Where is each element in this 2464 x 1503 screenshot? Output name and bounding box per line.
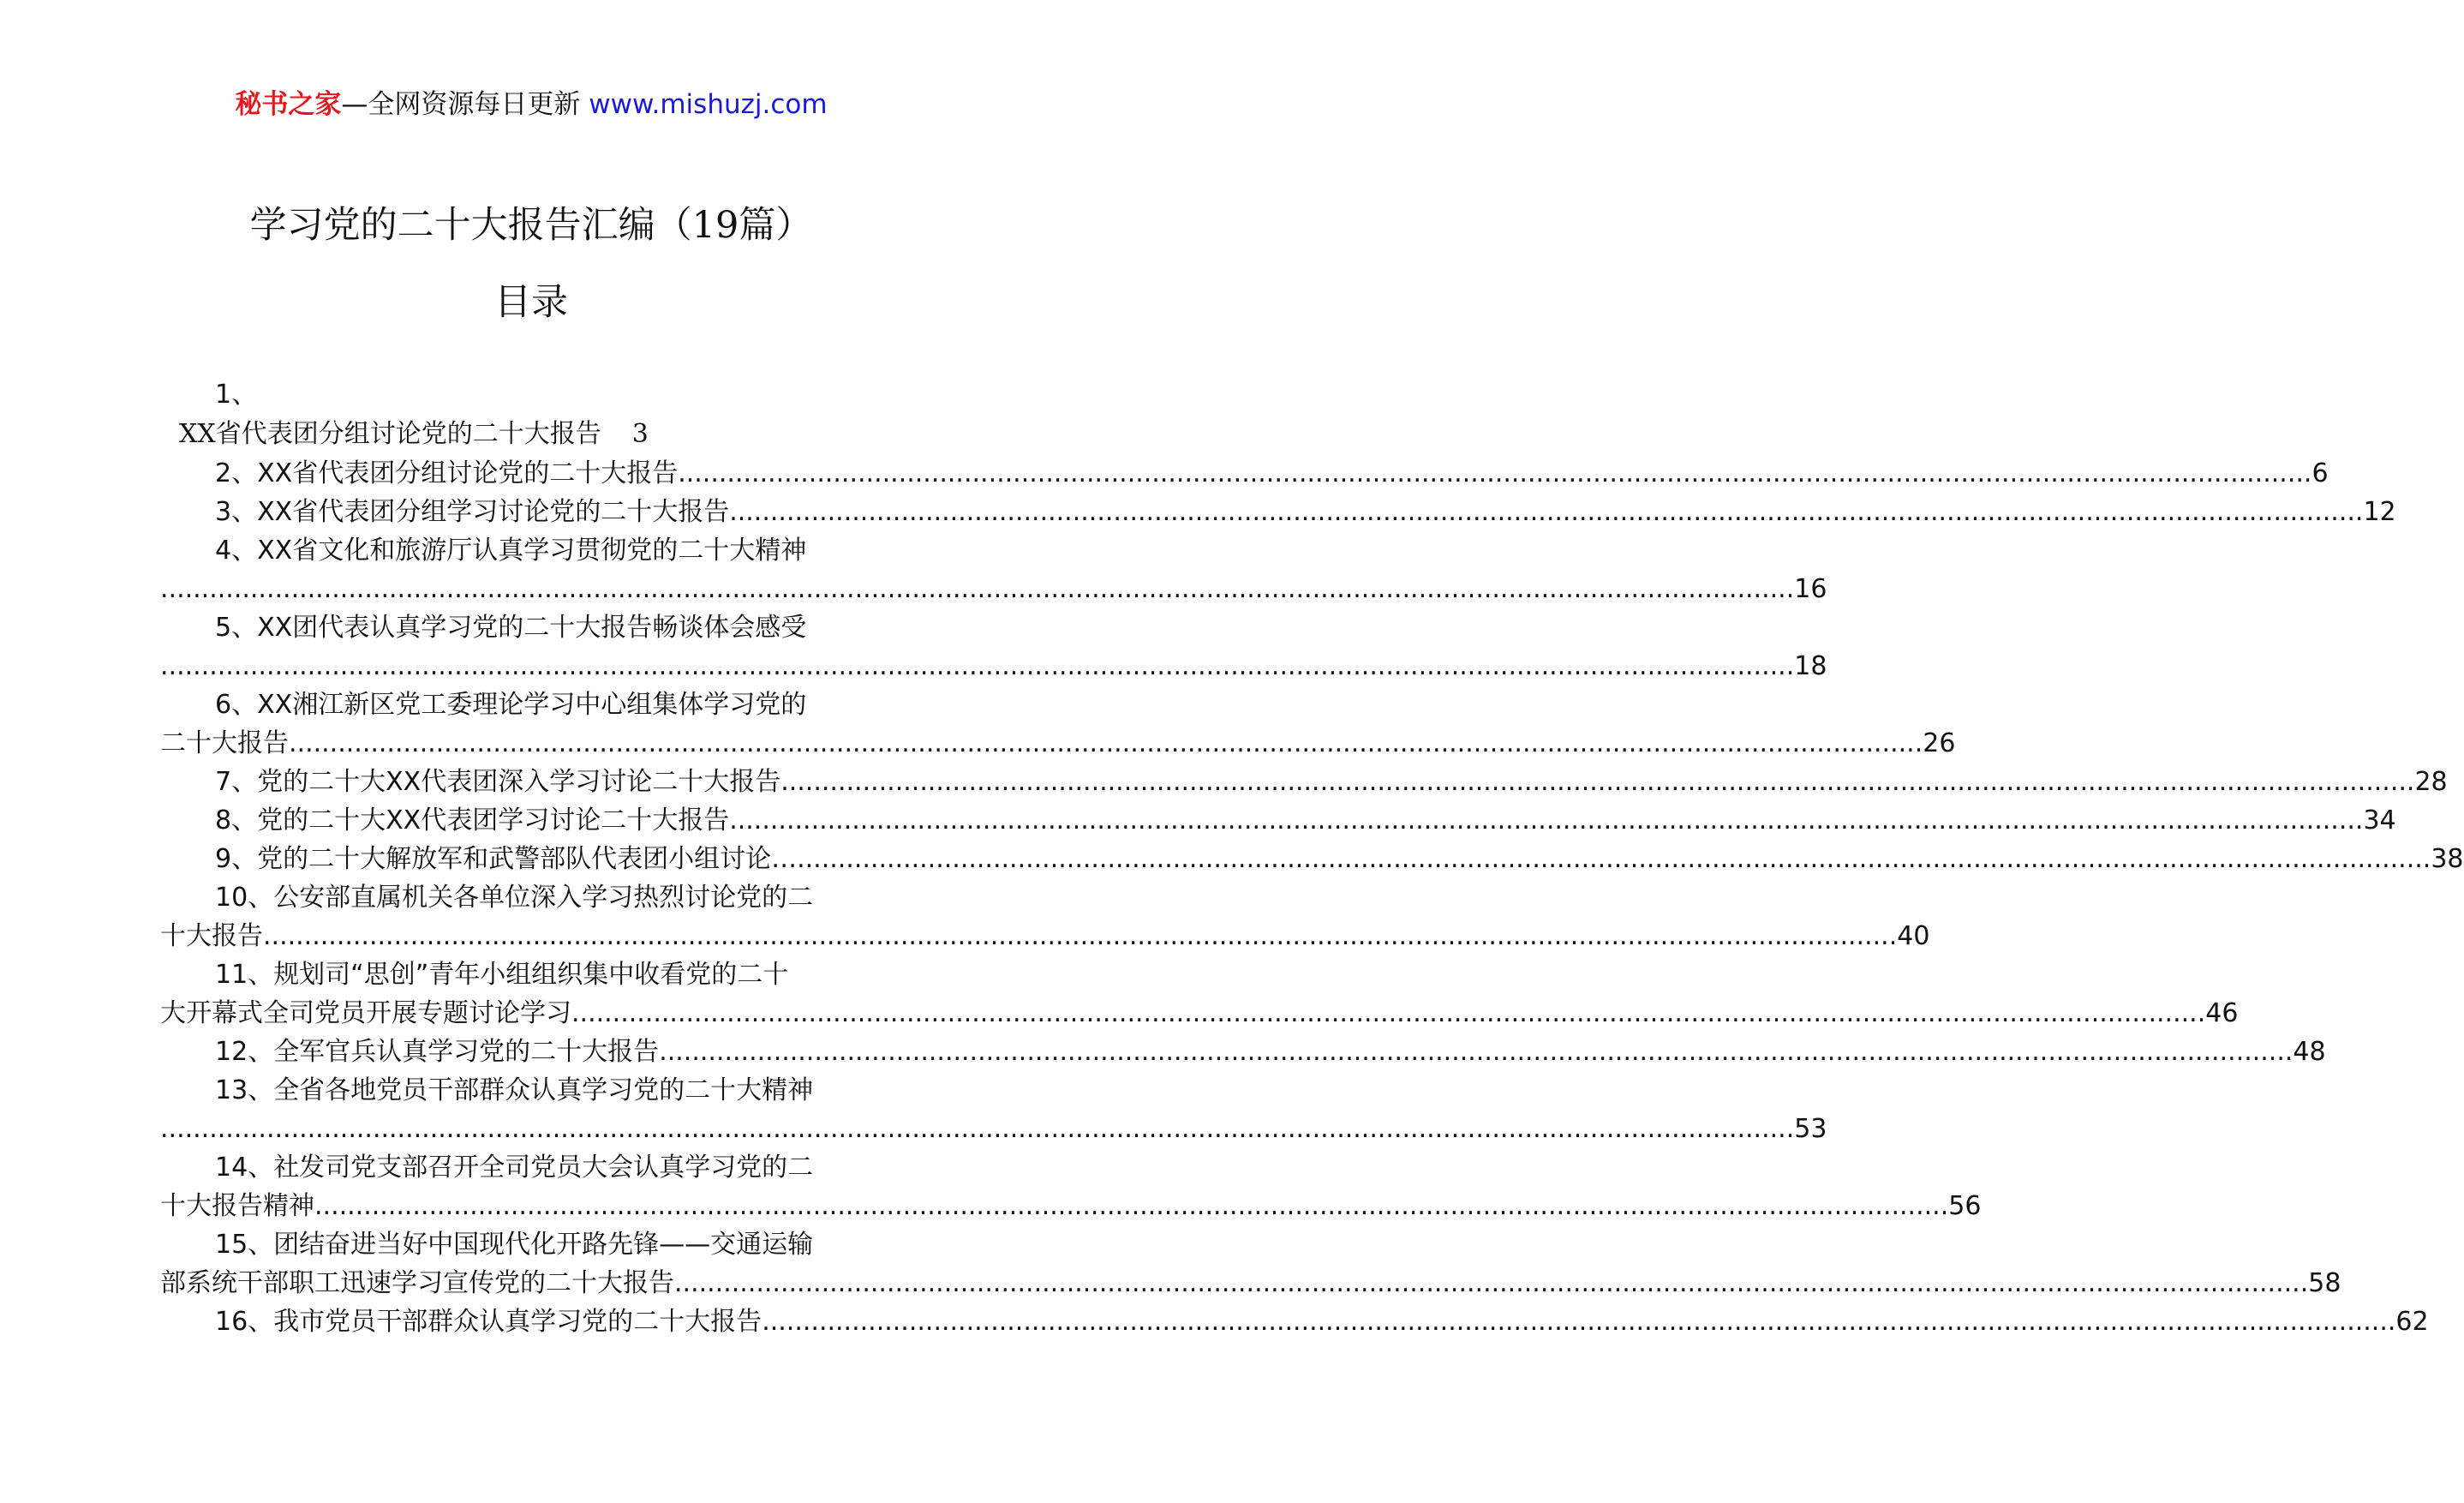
toc-entry-number: 11、: [215, 960, 274, 990]
toc-entry-page: 53: [1794, 1114, 1827, 1144]
toc-leader-dots: ........................................................................................................................................................................................................: [571, 998, 2206, 1028]
toc-entry-text-line1: 社发司党支部召开全司党员大会认真学习党的二: [273, 1153, 814, 1183]
toc-entry-text-line1: 公安部直属机关各单位深入学习热烈讨论党的二: [273, 883, 814, 913]
toc-entry-6[interactable]: [160, 686, 1956, 763]
toc-leader-dots: ........................................................................................................................................................................................................: [160, 1114, 1795, 1144]
site-header: [0, 86, 1062, 123]
toc-entry-number: 8、: [215, 805, 258, 835]
toc-leader-dots: ........................................................................................................................................................................................................: [729, 805, 2364, 835]
toc-leader-dots: ........................................................................................................................................................................................................: [780, 767, 2415, 797]
toc-entry-text-line1: XX湘江新区党工委理论学习中心组集体学习党的: [257, 690, 807, 720]
title-prefix: 学习党的二十大报告汇编（: [249, 204, 692, 247]
toc-heading: 目录: [494, 281, 568, 324]
toc-entry-page: 26: [1923, 728, 1956, 758]
toc-entry-16[interactable]: [160, 1302, 2429, 1341]
toc-entry-number: 14、: [215, 1153, 274, 1183]
toc-entry-number: 7、: [215, 767, 258, 797]
title-number: 19: [691, 204, 739, 247]
toc-entry-number: 2、: [215, 458, 258, 488]
toc-entry-2[interactable]: [160, 454, 2329, 493]
toc-entry-7[interactable]: [160, 763, 2448, 801]
toc-leader-dots: ........................................................................................................................................................................................................: [729, 497, 2364, 527]
toc-entry-page: 62: [2395, 1307, 2429, 1337]
toc-entry-page: 6: [2311, 458, 2329, 488]
toc-entry-text-line2: 十大报告精神: [160, 1191, 314, 1221]
toc-entry-text: XX省代表团分组讨论党的二十大报告: [257, 458, 679, 488]
toc-leader-dots: ........................................................................................................................................................................................................: [160, 574, 1795, 604]
toc-entry-text: 全军官兵认真学习党的二十大报告: [273, 1037, 660, 1067]
toc-entry-4[interactable]: [160, 531, 1827, 608]
toc-leader-dots: ........................................................................................................................................................................................................: [797, 844, 2431, 874]
brand-name: 秘书之家: [235, 89, 342, 120]
toc-entry-number: 16、: [215, 1307, 274, 1337]
header-slogan: —全网资源每日更新: [341, 89, 589, 120]
title-suffix: 篇）: [739, 204, 813, 247]
toc-entry-text-line2: 十大报告: [160, 921, 263, 951]
toc-leader-dots: ........................................................................................................................................................................................................: [762, 1307, 2396, 1337]
toc-entry-text: XX团代表认真学习党的二十大报告畅谈体会感受: [257, 613, 807, 643]
toc-entry-text-line2: 二十大报告: [160, 728, 289, 758]
toc-leader-dots: ........................................................................................................................................................................................................: [674, 1268, 2309, 1298]
toc-entry-text-line1: 团结奋进当好中国现代化开路先锋——交通运输: [273, 1230, 814, 1260]
toc-leader-dots: ........................................................................................................................................................................................................: [289, 728, 1923, 758]
toc-entry-number: 10、: [215, 883, 274, 913]
toc-leader-dots: ........................................................................................................................................................................................................: [263, 921, 1898, 951]
toc-entry-text: 我市党员干部群众认真学习党的二十大报告: [273, 1307, 763, 1337]
toc-entry-text-line1: 规划司“思创”青年小组组织集中收看党的二十: [273, 960, 789, 990]
toc-entry-page: 16: [1794, 574, 1827, 604]
header-url-link[interactable]: www.mishuzj.com: [589, 89, 828, 120]
toc-leader-dots: ........................................................................................................................................................................................................: [659, 1037, 2294, 1067]
toc-entry-number: 4、: [215, 536, 258, 566]
toc-entry-number: 13、: [215, 1075, 274, 1105]
toc-entry-text: 党的二十大解放军和武警部队代表团小组讨论…: [257, 844, 798, 874]
toc-entry-page: 28: [2414, 767, 2448, 797]
toc-leader-dots: ........................................................................................................................................................................................................: [678, 458, 2312, 488]
toc-entry-page: 12: [2363, 497, 2396, 527]
toc-entry-1[interactable]: [160, 375, 895, 454]
toc-entry-8[interactable]: [160, 801, 2396, 840]
toc-entry-page: 3: [631, 419, 649, 449]
toc-leader-dots: ........................................................................................................................................................................................................: [160, 651, 1795, 681]
toc-entry-number: 12、: [215, 1037, 274, 1067]
toc-leader-dots: ........................................................................................................................................................................................................: [314, 1191, 1949, 1221]
toc-entry-number: 1、: [215, 380, 258, 410]
toc-entry-page: 38: [2431, 844, 2464, 874]
toc-entry-11[interactable]: [160, 955, 2239, 1033]
toc-entry-12[interactable]: [160, 1033, 2326, 1071]
table-of-contents: [160, 375, 2464, 1341]
toc-entry-page: 34: [2363, 805, 2396, 835]
toc-entry-text: XX省代表团分组学习讨论党的二十大报告: [257, 497, 730, 527]
toc-entry-page: 48: [2293, 1037, 2326, 1067]
toc-entry-page: 46: [2205, 998, 2239, 1028]
toc-entry-text: XX省代表团分组讨论党的二十大报告: [179, 419, 601, 449]
toc-entry-page: 58: [2308, 1268, 2341, 1298]
toc-entry-text: 全省各地党员干部群众认真学习党的二十大精神: [273, 1075, 814, 1105]
toc-entry-9[interactable]: [160, 840, 2464, 878]
toc-entry-text-line2: 大开幕式全司党员开展专题讨论学习: [160, 998, 571, 1028]
toc-entry-text: 党的二十大XX代表团学习讨论二十大报告: [257, 805, 730, 835]
toc-entry-number: 5、: [215, 613, 258, 643]
toc-entry-10[interactable]: [160, 878, 1930, 955]
toc-entry-number: 3、: [215, 497, 258, 527]
document-title: [0, 201, 1062, 249]
toc-entry-page: 56: [1948, 1191, 1982, 1221]
toc-entry-page: 40: [1897, 921, 1930, 951]
toc-entry-number: 15、: [215, 1230, 274, 1260]
toc-entry-number: 9、: [215, 844, 258, 874]
toc-entry-5[interactable]: [160, 608, 1827, 686]
toc-entry-3[interactable]: [160, 493, 2396, 531]
toc-entry-15[interactable]: [160, 1225, 2341, 1302]
toc-entry-page: 18: [1794, 651, 1827, 681]
toc-entry-14[interactable]: [160, 1148, 1982, 1225]
toc-entry-13[interactable]: [160, 1071, 1827, 1148]
toc-entry-text: 党的二十大XX代表团深入学习讨论二十大报告: [257, 767, 781, 797]
toc-entry-text-line2: 部系统干部职工迅速学习宣传党的二十大报告: [160, 1268, 674, 1298]
toc-entry-number: 6、: [215, 690, 258, 720]
toc-entry-text: XX省文化和旅游厅认真学习贯彻党的二十大精神: [257, 536, 807, 566]
